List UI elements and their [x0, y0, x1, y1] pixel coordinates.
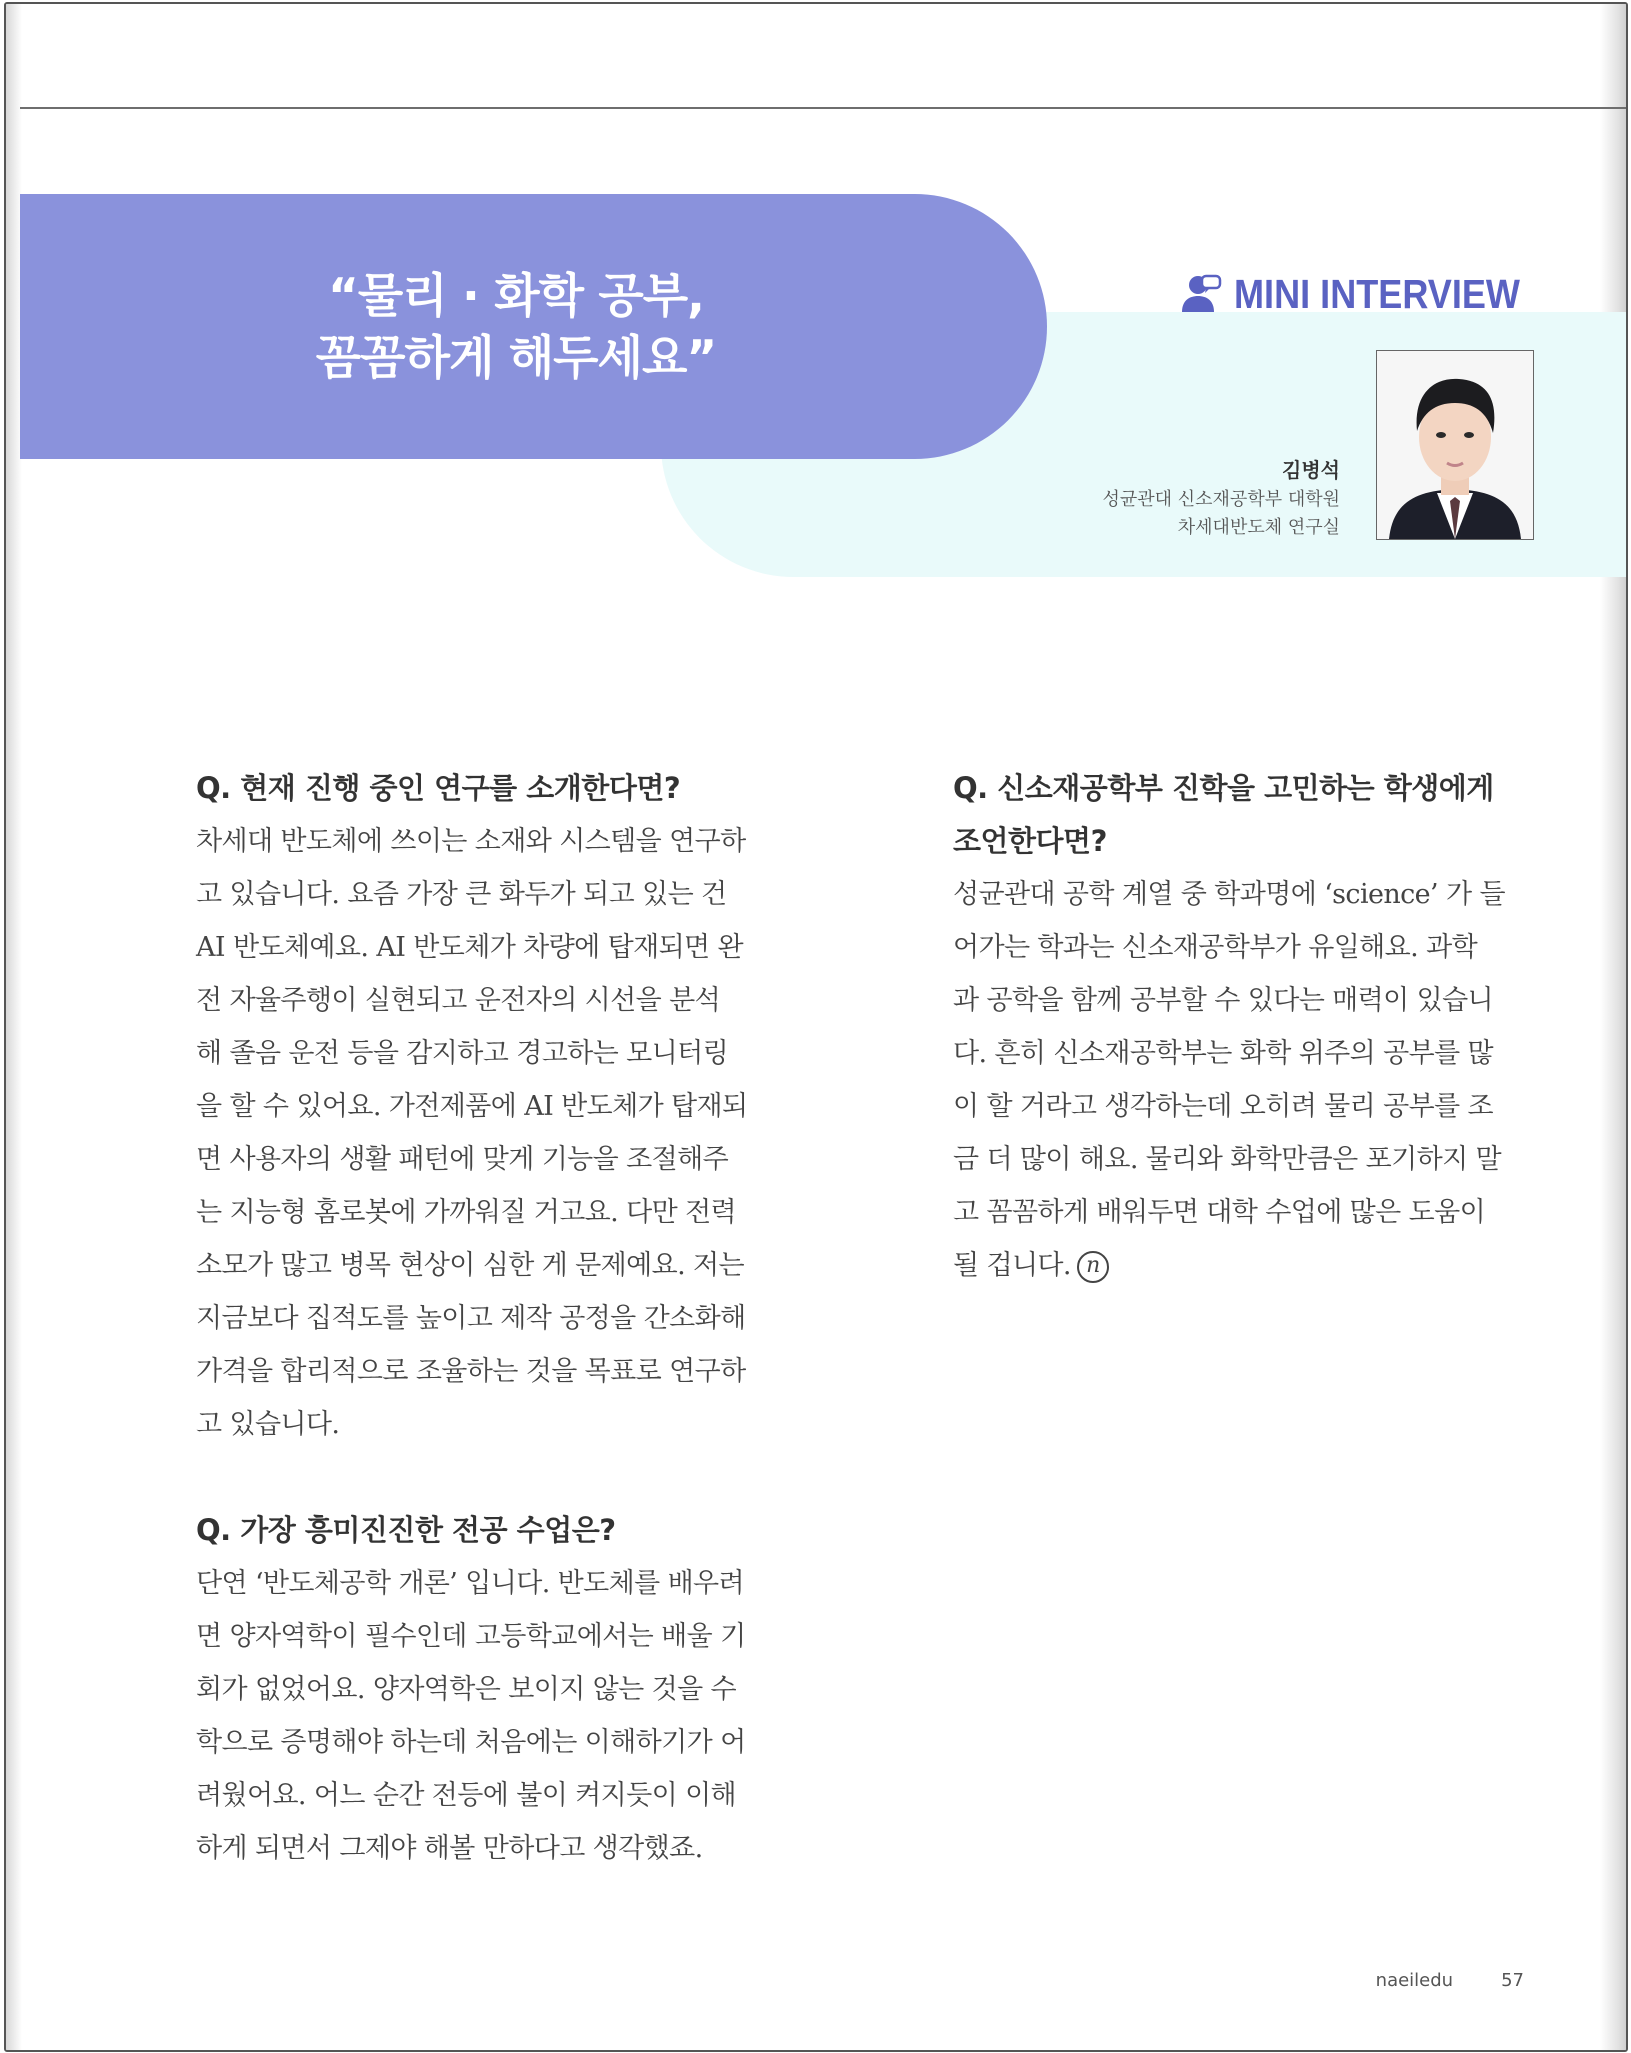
- interviewee-name: 김병석: [1282, 458, 1340, 482]
- answer-1: [196, 815, 786, 1451]
- mini-interview-label: MINI INTERVIEW: [1234, 270, 1520, 317]
- headline: [226, 266, 806, 390]
- left-column: [196, 762, 786, 1875]
- person-chat-icon: [1178, 272, 1222, 316]
- affiliation-line-1: 성균관대 신소재공학부 대학원: [1102, 489, 1340, 510]
- magazine-page: [4, 2, 1628, 2052]
- answer-line: 면 사용자의 생활 패턴에 맞게 기능을 조절해주: [196, 1144, 729, 1175]
- question-1: Q. 현재 진행 중인 연구를 소개한다면?: [196, 771, 681, 805]
- page-footer: [1376, 1970, 1524, 1991]
- question-3-line-1: Q. 신소재공학부 진학을 고민하는 학생에게: [953, 771, 1494, 805]
- page-edge-shadow: [1600, 4, 1626, 2050]
- headline-line-1: “물리 · 화학 공부,: [327, 269, 705, 324]
- interviewee-affiliation: [1040, 486, 1340, 542]
- answer-line: 소모가 많고 병목 현상이 심한 게 문제예요. 저는: [196, 1250, 745, 1281]
- answer-line: 성균관대 공학 계열 중 학과명에 ‘science’ 가 들: [953, 879, 1505, 910]
- portrait-illustration: [1377, 351, 1533, 539]
- spacer: [196, 1451, 786, 1504]
- answer-line: 해 졸음 운전 등을 감지하고 경고하는 모니터링: [196, 1038, 729, 1069]
- answer-line: 는 지능형 홈로봇에 가까워질 거고요. 다만 전력: [196, 1197, 737, 1228]
- answer-line: 고 있습니다.: [196, 1409, 340, 1440]
- answer-line-last: [953, 1239, 1543, 1292]
- interviewee-photo: [1376, 350, 1534, 540]
- answer-line: 금 더 많이 해요. 물리와 화학만큼은 포기하지 말: [953, 1144, 1502, 1175]
- top-rule: [20, 107, 1626, 109]
- answer-line: 학으로 증명해야 하는데 처음에는 이해하기가 어: [196, 1727, 746, 1758]
- answer-line: 회가 없었어요. 양자역학은 보이지 않는 것을 수: [196, 1674, 737, 1705]
- answer-line: 가격을 합리적으로 조율하는 것을 목표로 연구하: [196, 1356, 746, 1387]
- answer-line: 을 할 수 있어요. 가전제품에 AI 반도체가 탑재되: [196, 1091, 748, 1122]
- answer-3: [953, 868, 1543, 1292]
- answer-line: 려웠어요. 어느 순간 전등에 불이 켜지듯이 이해: [196, 1780, 737, 1811]
- answer-line: 이 할 거라고 생각하는데 오히려 물리 공부를 조: [953, 1091, 1494, 1122]
- answer-line: 전 자율주행이 실현되고 운전자의 시선을 분석: [196, 985, 721, 1016]
- end-mark-icon: n: [1077, 1251, 1109, 1283]
- answer-line: 다. 흔히 신소재공학부는 화학 위주의 공부를 많: [953, 1038, 1494, 1069]
- question-2: Q. 가장 흥미진진한 전공 수업은?: [196, 1513, 616, 1547]
- answer-line: 하게 되면서 그제야 해볼 만하다고 생각했죠.: [196, 1833, 703, 1864]
- question-3-line-2: 조언한다면?: [953, 824, 1107, 858]
- answer-line: 고 꼼꼼하게 배워두면 대학 수업에 많은 도움이: [953, 1197, 1486, 1228]
- page-number: 57: [1501, 1970, 1524, 1991]
- right-column: [953, 762, 1543, 1292]
- answer-2: [196, 1557, 786, 1875]
- answer-line: 면 양자역학이 필수인데 고등학교에서는 배울 기: [196, 1621, 746, 1652]
- answer-line: 차세대 반도체에 쓰이는 소재와 시스템을 연구하: [196, 826, 746, 857]
- answer-line: 지금보다 집적도를 높이고 제작 공정을 간소화해: [196, 1303, 746, 1334]
- answer-line: 단연 ‘반도체공학 개론’ 입니다. 반도체를 배우려: [196, 1568, 745, 1599]
- answer-line: AI 반도체예요. AI 반도체가 차량에 탑재되면 완: [196, 932, 743, 963]
- affiliation-line-2: 차세대반도체 연구실: [1177, 517, 1340, 538]
- answer-line: 어가는 학과는 신소재공학부가 유일해요. 과학: [953, 932, 1478, 963]
- headline-line-2: 꼼꼼하게 해두세요”: [315, 331, 717, 386]
- footer-brand: naeiledu: [1375, 1970, 1454, 1991]
- answer-line-text: 될 겁니다.: [953, 1250, 1071, 1281]
- answer-line: 과 공학을 함께 공부할 수 있다는 매력이 있습니: [953, 985, 1494, 1016]
- mini-interview-tag: [1178, 269, 1559, 319]
- answer-line: 고 있습니다. 요즘 가장 큰 화두가 되고 있는 건: [196, 879, 727, 910]
